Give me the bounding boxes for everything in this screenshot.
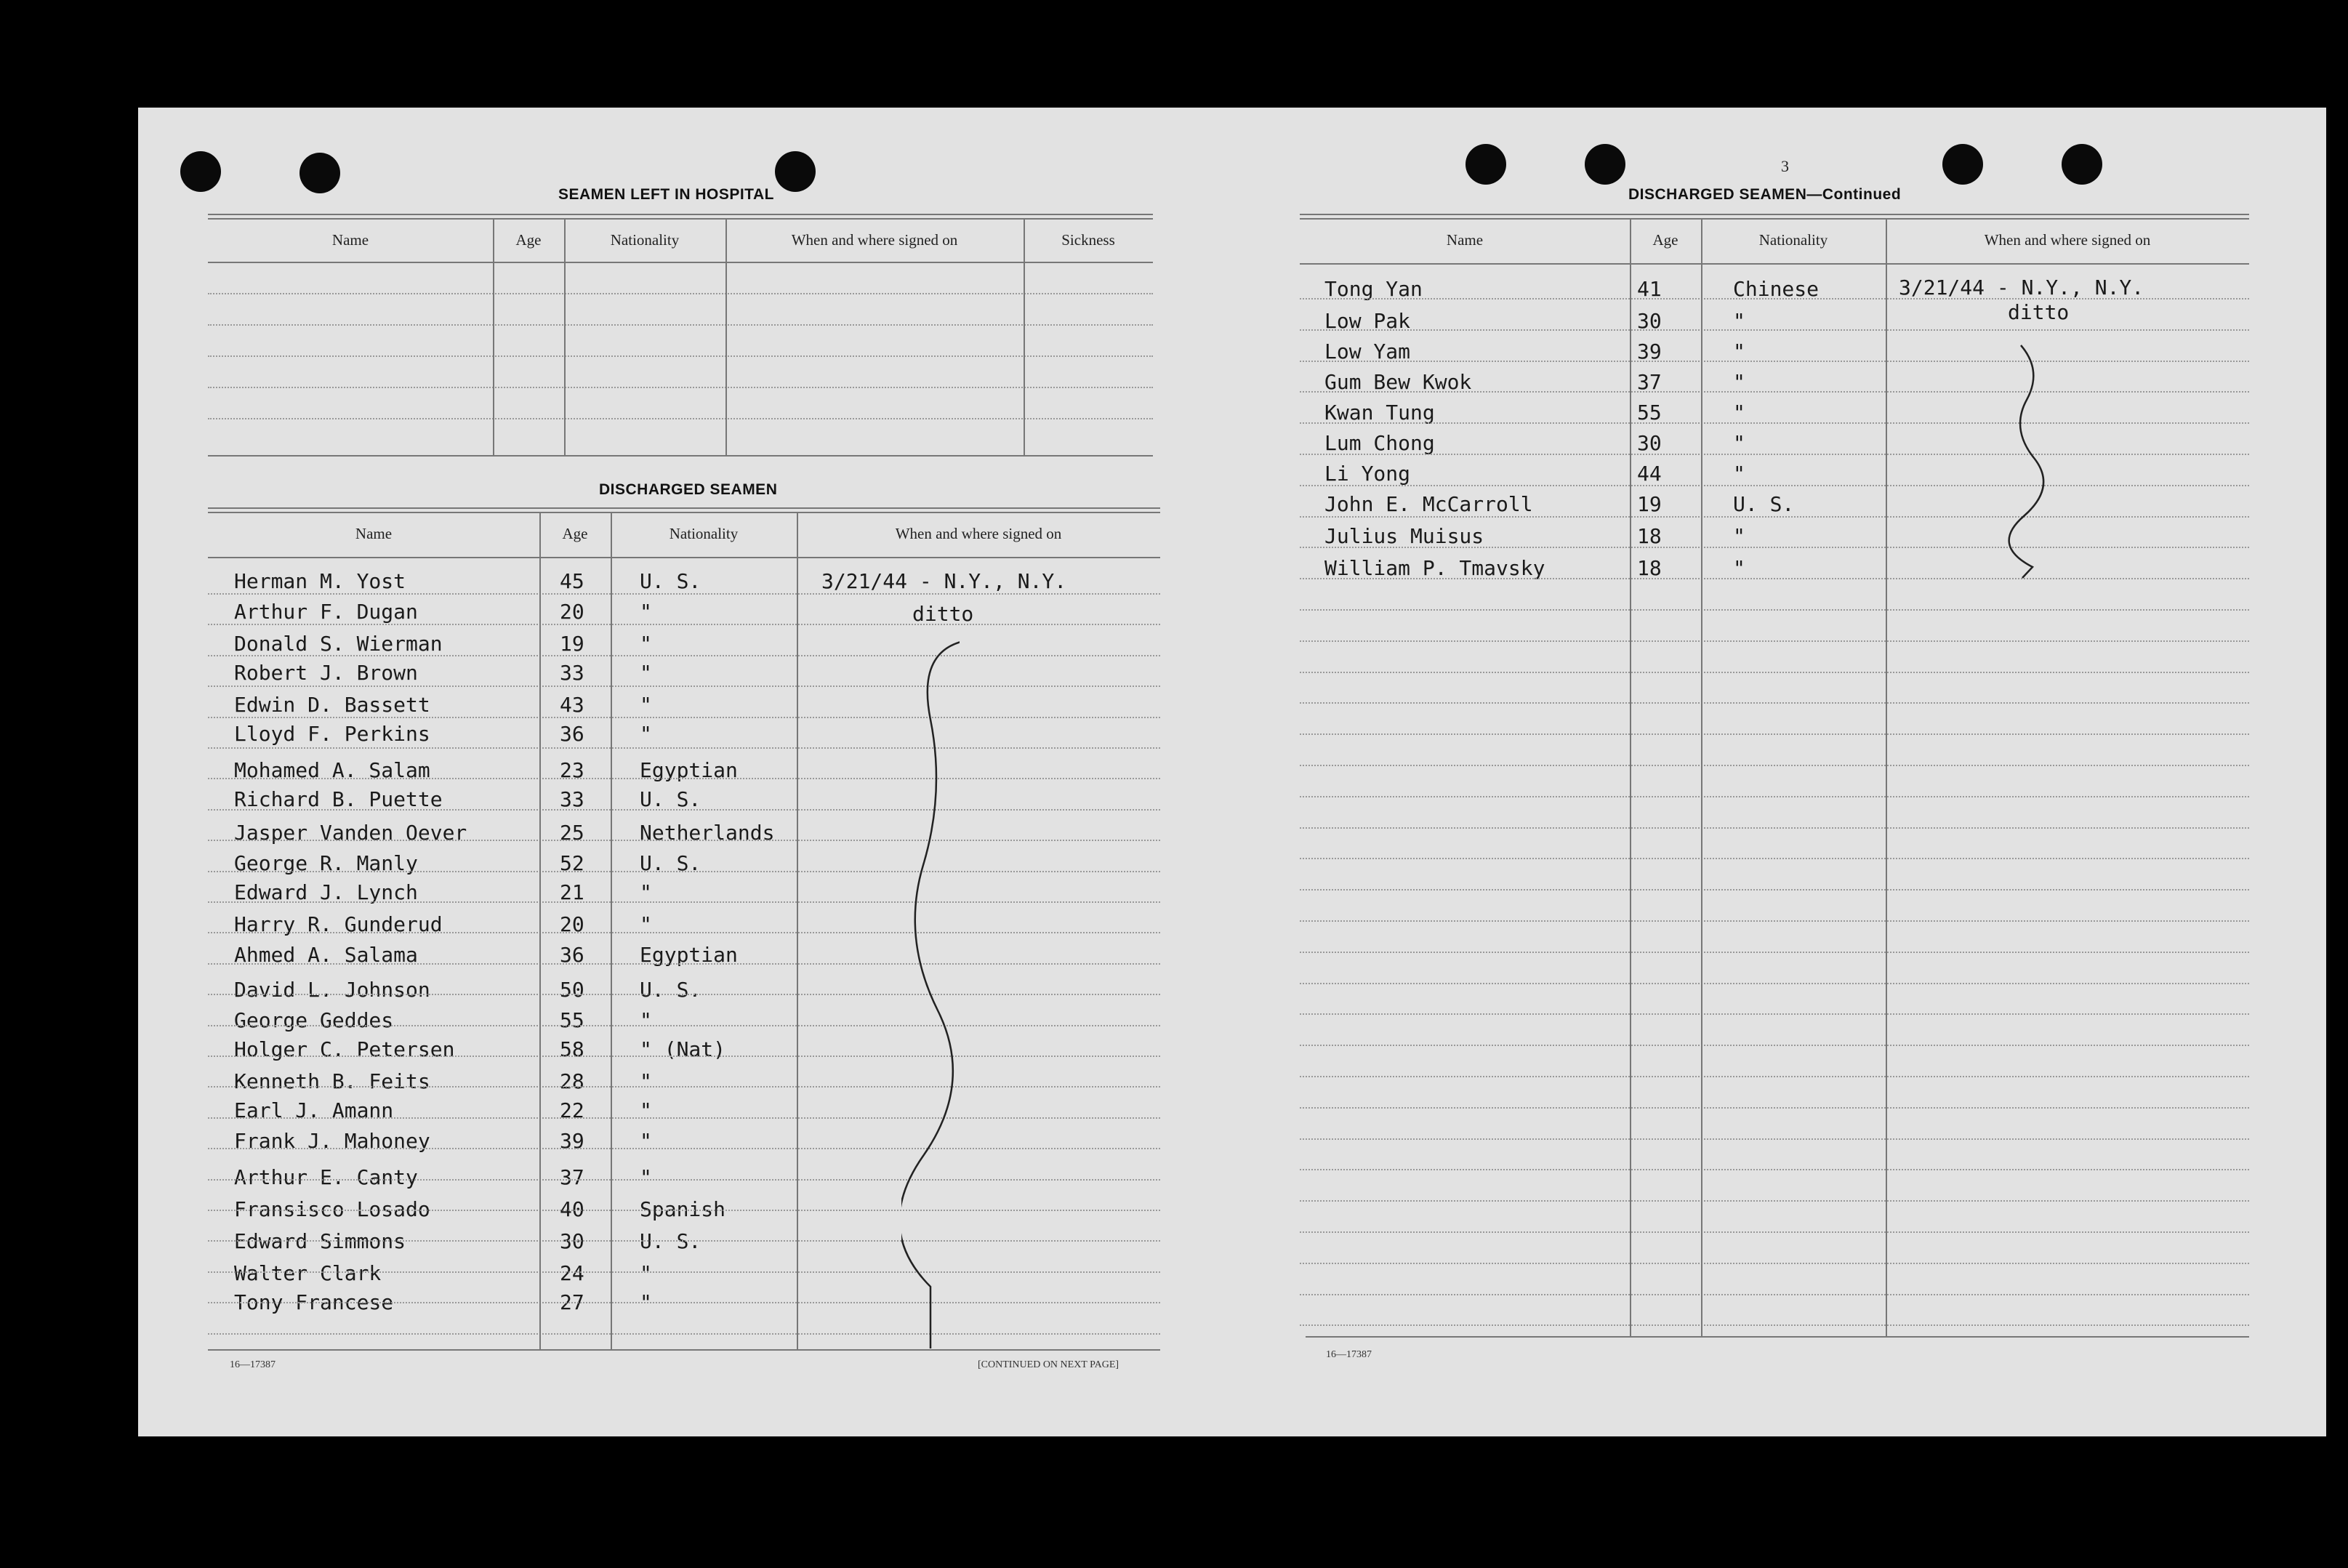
seaman-nationality: Spanish bbox=[640, 1197, 726, 1221]
column-rule bbox=[564, 218, 566, 457]
rule bbox=[208, 218, 1153, 220]
seaman-nationality: U. S. bbox=[640, 1229, 701, 1253]
ditto-wavy-line bbox=[901, 632, 960, 1352]
seaman-name: Kenneth B. Feits bbox=[234, 1069, 430, 1093]
row-rule bbox=[1300, 1013, 2249, 1015]
hospital-header-signed: When and where signed on bbox=[791, 231, 958, 249]
rule bbox=[208, 455, 1153, 457]
seaman-age: 39 bbox=[1637, 339, 1662, 363]
seaman-name: Ahmed A. Salama bbox=[234, 943, 418, 967]
column-rule bbox=[1886, 218, 1887, 1338]
row-rule bbox=[208, 655, 1160, 656]
seaman-nationality: Egyptian bbox=[640, 943, 738, 967]
rule bbox=[208, 557, 1160, 558]
seaman-name: Tony Francese bbox=[234, 1290, 394, 1314]
rule bbox=[208, 1349, 1160, 1351]
seaman-name: Fransisco Losado bbox=[234, 1197, 430, 1221]
punch-hole bbox=[775, 151, 816, 192]
seaman-name: Arthur F. Dugan bbox=[234, 600, 418, 624]
seaman-age: 44 bbox=[1637, 462, 1662, 486]
row-rule bbox=[208, 624, 1160, 625]
seaman-name: Richard B. Puette bbox=[234, 787, 443, 811]
seaman-nationality: " bbox=[1733, 462, 1745, 486]
seaman-name: Low Pak bbox=[1324, 309, 1411, 333]
hospital-header-name: Name bbox=[331, 231, 369, 249]
seaman-nationality: " bbox=[640, 1290, 652, 1314]
seaman-name: Herman M. Yost bbox=[234, 569, 406, 593]
seaman-nationality: " bbox=[1733, 370, 1745, 394]
seaman-nationality: U. S. bbox=[640, 569, 701, 593]
ditto-wavy-line bbox=[2006, 342, 2050, 582]
continued-title: DISCHARGED SEAMEN—Continued bbox=[1628, 186, 1902, 203]
seaman-age: 19 bbox=[560, 632, 584, 656]
row-rule bbox=[208, 871, 1160, 872]
continued-note: [CONTINUED ON NEXT PAGE] bbox=[978, 1359, 1119, 1370]
row-rule bbox=[1300, 485, 2249, 486]
seaman-age: 24 bbox=[560, 1261, 584, 1285]
seaman-name: Julius Muisus bbox=[1324, 524, 1484, 548]
seaman-nationality: " bbox=[640, 1008, 652, 1032]
row-rule bbox=[208, 418, 1153, 419]
ditto-entry: ditto bbox=[2008, 300, 2070, 324]
seaman-name: Edward Simmons bbox=[234, 1229, 406, 1253]
seaman-nationality: " bbox=[1733, 556, 1745, 580]
row-rule bbox=[1300, 889, 2249, 890]
seaman-age: 18 bbox=[1637, 524, 1662, 548]
row-rule bbox=[208, 901, 1160, 903]
seaman-name: Edwin D. Bassett bbox=[234, 693, 430, 717]
hospital-title: SEAMEN LEFT IN HOSPITAL bbox=[558, 186, 774, 203]
seaman-name: William P. Tmavsky bbox=[1324, 556, 1545, 580]
seaman-name: Donald S. Wierman bbox=[234, 632, 443, 656]
hospital-header-age: Age bbox=[515, 231, 542, 249]
seaman-age: 55 bbox=[560, 1008, 584, 1032]
seaman-nationality: " bbox=[640, 600, 652, 624]
row-rule bbox=[1300, 1231, 2249, 1233]
seaman-age: 18 bbox=[1637, 556, 1662, 580]
seaman-name: Tong Yan bbox=[1324, 277, 1423, 301]
row-rule bbox=[1300, 640, 2249, 642]
seaman-age: 28 bbox=[560, 1069, 584, 1093]
seaman-name: Lloyd F. Perkins bbox=[234, 722, 430, 746]
row-rule bbox=[208, 994, 1160, 995]
row-rule bbox=[1300, 1294, 2249, 1295]
seaman-nationality: " bbox=[640, 1098, 652, 1122]
row-rule bbox=[208, 1210, 1160, 1211]
column-rule bbox=[797, 512, 798, 1351]
seaman-name: George R. Manly bbox=[234, 851, 418, 875]
page-number: 3 bbox=[1781, 157, 1789, 175]
seaman-age: 37 bbox=[560, 1165, 584, 1189]
seaman-name: Lum Chong bbox=[1324, 431, 1435, 455]
row-rule bbox=[1300, 702, 2249, 704]
discharged-header-age: Age bbox=[562, 525, 588, 542]
continued-header-age: Age bbox=[1652, 231, 1678, 249]
seaman-age: 21 bbox=[560, 880, 584, 904]
row-rule bbox=[1300, 952, 2249, 953]
row-rule bbox=[208, 717, 1160, 718]
hospital-header-nationality: Nationality bbox=[610, 231, 680, 249]
row-rule bbox=[1300, 1045, 2249, 1046]
row-rule bbox=[208, 293, 1153, 294]
row-rule bbox=[208, 355, 1153, 357]
continued-header-name: Name bbox=[1446, 231, 1484, 249]
row-rule bbox=[208, 932, 1160, 933]
document-sheet bbox=[138, 108, 2326, 1436]
seaman-age: 30 bbox=[1637, 309, 1662, 333]
rule bbox=[1300, 263, 2249, 265]
row-rule bbox=[1300, 672, 2249, 673]
seaman-nationality: " bbox=[640, 722, 652, 746]
rule bbox=[1300, 218, 2249, 220]
row-rule bbox=[1300, 1169, 2249, 1170]
row-rule bbox=[1300, 547, 2249, 548]
row-rule bbox=[208, 1333, 1160, 1335]
seaman-nationality: " bbox=[640, 1069, 652, 1093]
seaman-name: Robert J. Brown bbox=[234, 661, 418, 685]
row-rule bbox=[1300, 454, 2249, 455]
seaman-nationality: " bbox=[640, 1261, 652, 1285]
row-rule bbox=[208, 1271, 1160, 1273]
seaman-name: Kwan Tung bbox=[1324, 401, 1435, 425]
row-rule bbox=[1300, 983, 2249, 984]
rule bbox=[208, 512, 1160, 513]
row-rule bbox=[208, 1086, 1160, 1087]
row-rule bbox=[208, 1117, 1160, 1119]
discharged-header-nationality: Nationality bbox=[669, 525, 739, 542]
seaman-nationality: " bbox=[1733, 524, 1745, 548]
seaman-age: 20 bbox=[560, 912, 584, 936]
seaman-name: Arthur E. Canty bbox=[234, 1165, 418, 1189]
seaman-nationality: Chinese bbox=[1733, 277, 1820, 301]
seaman-age: 36 bbox=[560, 943, 584, 967]
rule bbox=[208, 262, 1153, 263]
discharged-header-name: Name bbox=[355, 525, 393, 542]
form-number: 16—17387 bbox=[1326, 1349, 1372, 1360]
seaman-age: 58 bbox=[560, 1037, 584, 1061]
seaman-nationality: " bbox=[1733, 401, 1745, 425]
punch-hole bbox=[1942, 144, 1983, 185]
hospital-header-sickness: Sickness bbox=[1061, 231, 1115, 249]
seaman-nationality: U. S. bbox=[640, 787, 701, 811]
seaman-name: John E. McCarroll bbox=[1324, 492, 1533, 516]
signed-on-entry: 3/21/44 - N.Y., N.Y. bbox=[1899, 276, 2144, 299]
row-rule bbox=[208, 1056, 1160, 1057]
column-rule bbox=[1630, 218, 1631, 1338]
row-rule bbox=[208, 1240, 1160, 1242]
seaman-name: David L. Johnson bbox=[234, 978, 430, 1002]
seaman-age: 45 bbox=[560, 569, 584, 593]
column-rule bbox=[539, 512, 541, 1351]
seaman-age: 55 bbox=[1637, 401, 1662, 425]
row-rule bbox=[1300, 796, 2249, 797]
seaman-age: 19 bbox=[1637, 492, 1662, 516]
signed-on-entry: 3/21/44 - N.Y., N.Y. bbox=[821, 569, 1067, 593]
row-rule bbox=[1300, 609, 2249, 611]
rule bbox=[208, 507, 1160, 509]
row-rule bbox=[208, 1302, 1160, 1303]
row-rule bbox=[1300, 516, 2249, 518]
seaman-nationality: U. S. bbox=[1733, 492, 1795, 516]
discharged-header-signed: When and where signed on bbox=[895, 525, 1062, 542]
row-rule bbox=[1300, 1324, 2249, 1326]
seaman-nationality: " (Nat) bbox=[640, 1037, 726, 1061]
continued-header-nationality: Nationality bbox=[1758, 231, 1828, 249]
seaman-age: 52 bbox=[560, 851, 584, 875]
row-rule bbox=[208, 1179, 1160, 1181]
seaman-nationality: " bbox=[640, 661, 652, 685]
column-rule bbox=[493, 218, 494, 457]
rule bbox=[208, 214, 1153, 215]
seaman-name: Frank J. Mahoney bbox=[234, 1129, 430, 1153]
seaman-age: 25 bbox=[560, 821, 584, 845]
rule bbox=[1306, 1336, 2249, 1338]
seaman-nationality: " bbox=[640, 693, 652, 717]
row-rule bbox=[1300, 765, 2249, 766]
column-rule bbox=[1024, 218, 1025, 457]
discharged-title: DISCHARGED SEAMEN bbox=[599, 481, 778, 498]
seaman-age: 27 bbox=[560, 1290, 584, 1314]
row-rule bbox=[208, 324, 1153, 326]
seaman-name: George Geddes bbox=[234, 1008, 394, 1032]
seaman-name: Earl J. Amann bbox=[234, 1098, 394, 1122]
row-rule bbox=[1300, 422, 2249, 424]
punch-hole bbox=[2062, 144, 2102, 185]
seaman-age: 39 bbox=[560, 1129, 584, 1153]
row-rule bbox=[1300, 1076, 2249, 1077]
seaman-name: Li Yong bbox=[1324, 462, 1411, 486]
seaman-nationality: " bbox=[1733, 339, 1745, 363]
punch-hole bbox=[1585, 144, 1625, 185]
seaman-nationality: " bbox=[1733, 431, 1745, 455]
seaman-nationality: U. S. bbox=[640, 851, 701, 875]
seaman-age: 33 bbox=[560, 661, 584, 685]
seaman-name: Mohamed A. Salam bbox=[234, 758, 430, 782]
seaman-nationality: " bbox=[640, 1129, 652, 1153]
row-rule bbox=[208, 963, 1160, 965]
seaman-age: 20 bbox=[560, 600, 584, 624]
row-rule bbox=[208, 1025, 1160, 1026]
column-rule bbox=[725, 218, 727, 457]
seaman-age: 41 bbox=[1637, 277, 1662, 301]
seaman-age: 23 bbox=[560, 758, 584, 782]
seaman-age: 30 bbox=[560, 1229, 584, 1253]
seaman-age: 30 bbox=[1637, 431, 1662, 455]
continued-header-signed: When and where signed on bbox=[1984, 231, 2151, 249]
seaman-nationality: Egyptian bbox=[640, 758, 738, 782]
seaman-name: Gum Bew Kwok bbox=[1324, 370, 1472, 394]
row-rule bbox=[1300, 361, 2249, 362]
seaman-nationality: " bbox=[640, 880, 652, 904]
seaman-age: 33 bbox=[560, 787, 584, 811]
seaman-name: Holger C. Petersen bbox=[234, 1037, 455, 1061]
seaman-nationality: " bbox=[1733, 309, 1745, 333]
row-rule bbox=[208, 1148, 1160, 1149]
seaman-name: Harry R. Gunderud bbox=[234, 912, 443, 936]
seaman-nationality: " bbox=[640, 632, 652, 656]
row-rule bbox=[1300, 391, 2249, 393]
row-rule bbox=[208, 747, 1160, 749]
punch-hole bbox=[1466, 144, 1506, 185]
seaman-nationality: " bbox=[640, 1165, 652, 1189]
row-rule bbox=[1300, 827, 2249, 829]
row-rule bbox=[208, 387, 1153, 388]
punch-hole bbox=[299, 153, 340, 193]
row-rule bbox=[208, 593, 1160, 595]
row-rule bbox=[1300, 1200, 2249, 1202]
punch-hole bbox=[180, 151, 221, 192]
form-number: 16—17387 bbox=[230, 1359, 276, 1370]
row-rule bbox=[1300, 1263, 2249, 1264]
seaman-age: 43 bbox=[560, 693, 584, 717]
seaman-name: Jasper Vanden Oever bbox=[234, 821, 467, 845]
ditto-entry: ditto bbox=[912, 602, 974, 626]
row-rule bbox=[208, 686, 1160, 687]
row-rule bbox=[1300, 858, 2249, 859]
row-rule bbox=[1300, 1107, 2249, 1109]
row-rule bbox=[208, 809, 1160, 811]
rule bbox=[1300, 214, 2249, 215]
seaman-nationality: Netherlands bbox=[640, 821, 775, 845]
seaman-name: Walter Clark bbox=[234, 1261, 382, 1285]
row-rule bbox=[1300, 920, 2249, 922]
column-rule bbox=[611, 512, 612, 1351]
seaman-nationality: U. S. bbox=[640, 978, 701, 1002]
column-rule bbox=[1701, 218, 1702, 1338]
row-rule bbox=[208, 778, 1160, 779]
row-rule bbox=[1300, 578, 2249, 579]
seaman-nationality: " bbox=[640, 912, 652, 936]
seaman-name: Low Yam bbox=[1324, 339, 1411, 363]
row-rule bbox=[208, 840, 1160, 841]
row-rule bbox=[1300, 733, 2249, 735]
seaman-age: 36 bbox=[560, 722, 584, 746]
row-rule bbox=[1300, 329, 2249, 331]
row-rule bbox=[1300, 1138, 2249, 1140]
seaman-name: Edward J. Lynch bbox=[234, 880, 418, 904]
seaman-age: 50 bbox=[560, 978, 584, 1002]
seaman-age: 37 bbox=[1637, 370, 1662, 394]
seaman-age: 40 bbox=[560, 1197, 584, 1221]
seaman-age: 22 bbox=[560, 1098, 584, 1122]
